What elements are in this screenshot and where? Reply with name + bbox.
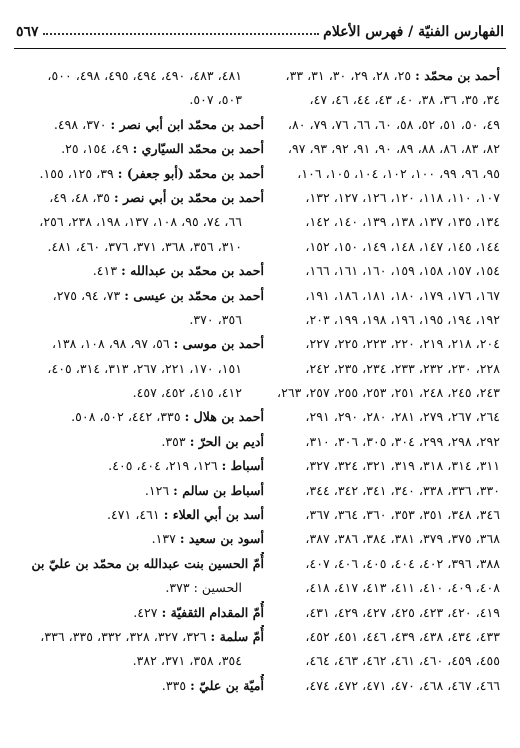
index-line [260,405,500,429]
index-line [14,210,264,234]
index-line [260,601,500,625]
page-refs: ٤٥٥، ٤٥٩، ٤٦٠، ٤٦١، ٤٦٢، ٤٦٣، ٤٦٤، [305,653,500,669]
index-line [260,332,500,356]
page-refs: ٨٢، ٨٣، ٨٦، ٨٨، ٨٩، ٩٠، ٩١، ٩٢، ٩٣، ٩٧، [287,141,500,157]
index-line [14,479,264,503]
index-line [14,674,264,698]
page-refs: ٣٨٨، ٣٩٦، ٤٠٢، ٤٠٤، ٤٠٥، ٤٠٦، ٤٠٧، [305,555,500,571]
index-line [14,381,264,405]
index-line [260,357,500,381]
dot-leader [43,32,320,35]
page-refs: ٤٣٣، ٤٣٤، ٤٣٨، ٤٣٩، ٤٤٦، ٤٥١، ٤٥٢، [305,628,500,644]
page-refs: ٧٣، ٩٤، ٢٧٥، [52,287,125,303]
entry-name: أُمّ الحسين بنت عبدالله بن محمّد بن عليّ بن [31,555,264,571]
right-column [260,64,500,698]
index-line [260,479,500,503]
page-number: ٥٦٧ [16,24,39,40]
page-refs: ١٢٦، ٢١٩، ٤٠٤، ٤٠٥. [108,458,222,474]
page-refs: ٤١٩، ٤٢٠، ٤٢٣، ٤٢٥، ٤٢٧، ٤٢٩، ٤٣١، [305,604,500,620]
page-refs: ٢٤٣، ٢٤٥، ٢٤٨، ٢٥١، ٢٥٣، ٢٥٥، ٢٥٧، ٢٦٣، [277,385,500,401]
index-line [14,284,264,308]
index-line [260,259,500,283]
page-refs: ٢٥، ٢٨، ٢٩، ٣٠، ٣١، ٣٣، [285,68,416,83]
page-refs: ١٣٧. [151,531,180,547]
index-line [14,601,264,625]
index-line [260,284,500,308]
index-line [14,162,264,186]
page-refs: ٤١٢، ٤١٥، ٤٥٢، ٤٥٧. [132,385,242,401]
page-refs: ٣٣٠، ٣٣٦، ٣٣٨، ٣٤٠، ٣٤١، ٣٤٢، ٣٤٤، [305,482,500,498]
page-refs: الحسين : ٣٧٣. [165,580,242,596]
page-refs: ١٩٢، ١٩٤، ١٩٥، ١٩٦، ١٩٨، ١٩٩، ٢٠٣، [305,311,500,327]
page-refs: ٤٦١، ٤٧١. [107,507,164,523]
entry-name: أحمد بن محمّد ابن أبي نصر : [110,116,264,132]
index-line [260,64,500,88]
index-line [260,381,500,405]
page-refs: ٢٩٢، ٢٩٨، ٢٩٩، ٣٠٤، ٣٠٥، ٣٠٦، ٣١٠، [305,433,500,449]
entry-name: أحمد بن محمّد (أبو جعفر) : [117,165,264,181]
entry-name: أسباط بن سالم : [173,482,264,498]
index-line [260,137,500,161]
index-line [260,576,500,600]
page-refs: ٣٣٥، ٤٤٢، ٥٠٢، ٥٠٨. [71,409,185,425]
index-line [260,210,500,234]
page-refs: ٣١٠، ٣٥٦، ٣٦٨، ٣٧١، ٣٧٦، ٤٦٠، ٤٨١. [47,238,242,254]
page-refs: ٣٥٣. [161,433,190,449]
entry-name: أُمّ سلمة : [210,628,264,644]
page-refs: ٤٠٨، ٤٠٩، ٤١٠، ٤١١، ٤١٣، ٤١٧، ٤١٨، [305,580,500,596]
index-line [260,503,500,527]
page-refs: ٤٩، ١٥٤، ٢٥. [61,141,133,157]
index-line [260,552,500,576]
page-refs: ٣١١، ٣١٤، ٣١٨، ٣١٩، ٣٢١، ٣٢٤، ٣٢٧، [305,458,500,474]
page-refs: ٣٥، ٤٨، ٤٩، [49,189,115,205]
entry-name: أحمد بن محمّد بن أبي نصر : [114,189,264,205]
entry-name: أحمد بن هلال : [184,409,264,425]
index-line [260,625,500,649]
index-line [260,527,500,551]
page-refs: ٢٠٤، ٢١٨، ٢١٩، ٢٢٠، ٢٢٣، ٢٢٥، ٢٢٧، [305,336,500,352]
index-line [14,552,264,576]
header-rule [14,48,506,49]
index-line [14,649,264,673]
page-refs: ٢٦٤، ٢٦٧، ٢٧٩، ٢٨١، ٢٨٠، ٢٩٠، ٢٩١، [305,409,500,425]
page-refs: ٣٦٨، ٣٧٥، ٣٧٩، ٣٨١، ٣٨٤، ٣٨٦، ٣٨٧، [305,531,500,547]
index-line [14,308,264,332]
page-refs: ٢٢٨، ٢٣٠، ٢٣٢، ٢٣٣، ٢٣٤، ٢٣٥، ٢٤٢، [305,360,500,376]
entry-name: أُميّة بن عليّ : [190,677,264,693]
page-refs: ١٠٧، ١١٠، ١١٨، ١٢٠، ١٢٦، ١٢٧، ١٣٢، [305,189,500,205]
page-refs: ٣٤٦، ٣٤٨، ٣٥١، ٣٥٣، ٣٦٠، ٣٦٤، ٣٦٧، [305,507,500,523]
page-refs: ٣٣٥. [161,677,191,693]
index-line [14,186,264,210]
entry-name: أسد بن أبي العلاء : [163,507,264,523]
index-line [260,162,500,186]
index-line [14,332,264,356]
page-refs: ٦٦، ٧٤، ٩٥، ١٠٨، ١٣٧، ١٩٨، ٢٣٨، ٢٥٦، [39,214,242,230]
page-refs: ٤٦٦، ٤٦٧، ٤٦٨، ٤٧٠، ٤٧١، ٤٧٢، ٤٧٤، [305,677,500,693]
index-line [14,235,264,259]
entry-name: أحمد بن محمّد بن عبدالله : [121,263,264,279]
index-line [14,576,264,600]
page-refs: ١٢٦. [144,482,174,498]
page-refs: ٤٨١، ٤٨٣، ٤٩٠، ٤٩٤، ٤٩٥، ٤٩٨، ٥٠٠، [47,68,242,83]
index-line [14,454,264,478]
index-line [14,527,264,551]
page-refs: ٩٥، ٩٦، ٩٩، ١٠٠، ١٠٢، ١٠٤، ١٠٥، ١٠٦، [297,165,500,181]
entry-name: أديم بن الحرّ : [189,433,264,449]
index-line [260,113,500,137]
index-line [14,405,264,429]
index-line [14,259,264,283]
index-line [14,88,264,112]
page-refs: ٣٩، ١٢٥، ١٥٥. [39,165,118,181]
page-refs: ٤٩، ٥٠، ٥١، ٥٢، ٥٨، ٦٠، ٦٦، ٧٦، ٧٩، ٨٠، [287,116,500,132]
page-refs: ١٤٤، ١٤٥، ١٤٧، ١٤٨، ١٤٩، ١٥٠، ١٥٢، [305,238,500,254]
index-line [260,186,500,210]
entry-name: أحمد بن محمّد : [415,68,500,83]
index-line [14,357,264,381]
page-header [16,14,504,40]
page-refs: ٣٧٠، ٤٩٨. [53,116,111,132]
left-column [14,64,264,698]
index-line [14,503,264,527]
page-refs: ٣٥٤، ٣٥٨، ٣٧١، ٣٨٢. [132,653,242,669]
page-refs: ٤٢٧. [133,604,162,620]
index-line [260,454,500,478]
page-refs: ٣٢٦، ٣٢٧، ٣٢٨، ٣٣٢، ٣٣٥، ٣٣٦، [40,628,211,644]
index-line [260,308,500,332]
page-refs: ٣٤، ٣٥، ٣٦، ٣٨، ٤٠، ٤٣، ٤٤، ٤٦، ٤٧، [309,92,500,108]
page-refs: ١٥١، ١٧٠، ٢٢١، ٢٦٧، ٣١٣، ٣١٤، ٤٠٥، [47,360,242,376]
running-title: الفهارس الفنيّة / فهرس الأعلام [323,24,504,40]
page-refs: ١٥٤، ١٥٧، ١٥٨، ١٥٩، ١٦٠، ١٦١، ١٦٦، [305,263,500,279]
index-line [260,649,500,673]
entry-name: أحمد بن موسى : [173,336,264,352]
index-line [260,430,500,454]
index-line [14,113,264,137]
entry-name: أحمد بن محمّد بن عيسى : [124,287,264,303]
page-refs: ٣٥٦، ٣٧٠. [189,311,242,327]
index-line [260,88,500,112]
entry-name: أسود بن سعيد : [179,531,264,547]
index-line [14,430,264,454]
page-refs: ١٣٤، ١٣٥، ١٣٧، ١٣٨، ١٣٩، ١٤٠، ١٤٢، [305,214,500,230]
index-line [14,137,264,161]
page-refs: ٤١٣. [92,263,122,279]
entry-name: أحمد بن محمّد السيّاري : [132,141,264,157]
index-line [260,235,500,259]
index-line [14,64,264,88]
page-refs: ٥٠٣، ٥٠٧. [189,92,242,108]
page-refs: ١٦٧، ١٧٦، ١٧٩، ١٨٠، ١٨١، ١٨٦، ١٩١، [305,287,500,303]
page-refs: ٥٦، ٩٧، ٩٨، ١٠٨، ١٣٨، [52,336,174,352]
entry-name: أسباط : [221,458,264,474]
index-line [260,674,500,698]
entry-name: أُمّ المقدام الثقفيّة : [161,604,264,620]
index-line [14,625,264,649]
